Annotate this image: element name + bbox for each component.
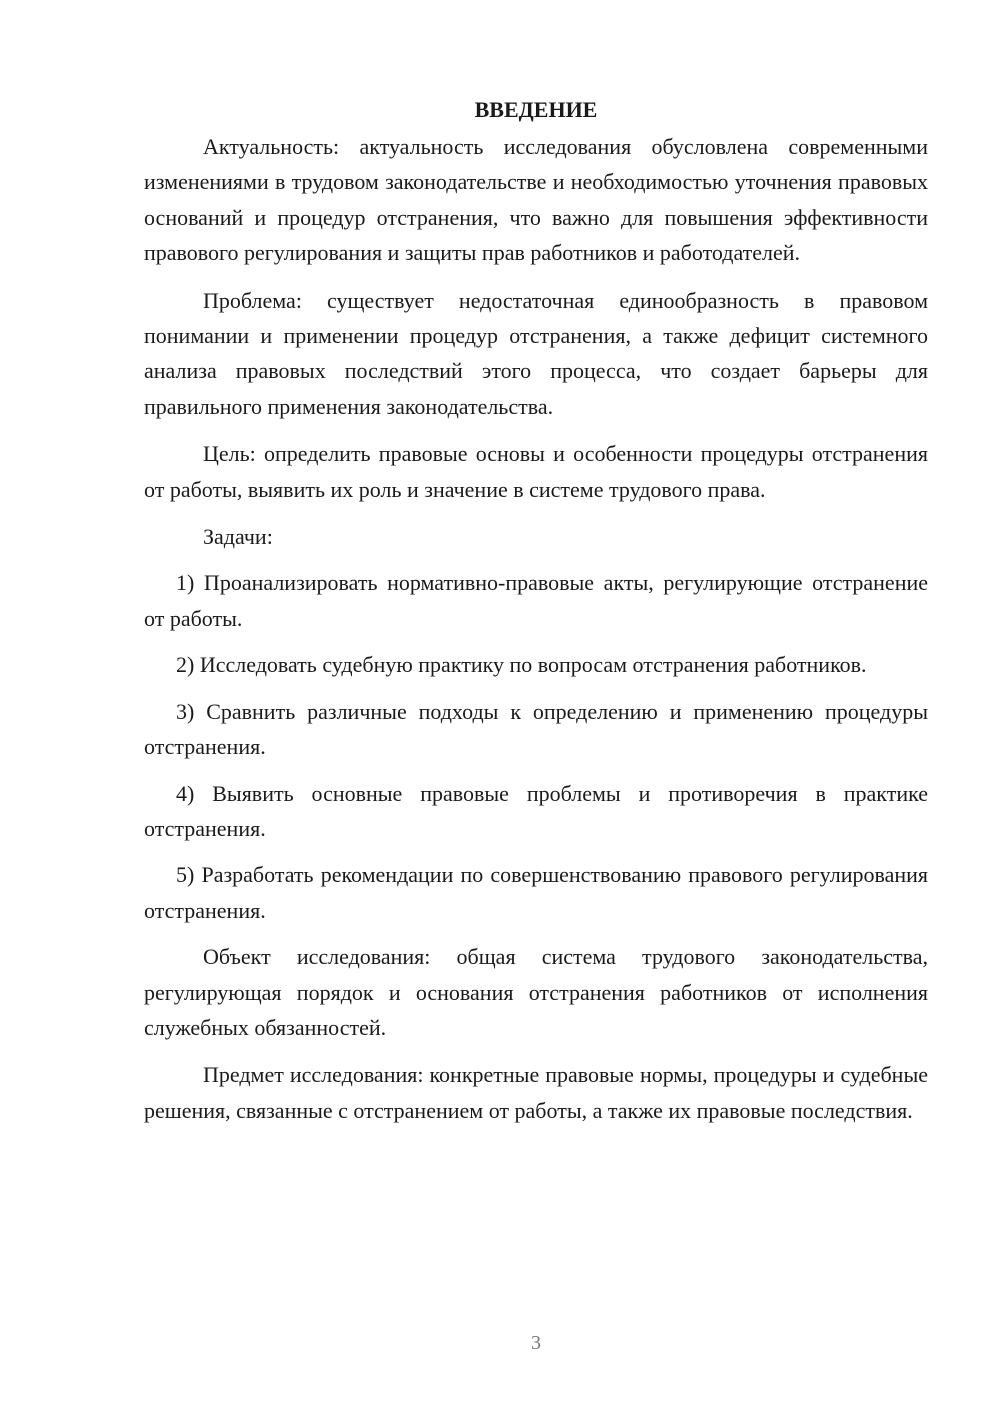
object-paragraph: Объект исследования: общая система трудового законодательства, регулирующая порядок и основания отстранения работников от исполнения служебных обязанностей. <box>144 944 928 1040</box>
task-item: 1) Проанализировать нормативно-правовые акты, регулирующие отстранение от работы. <box>144 570 928 631</box>
task-item: 5) Разработать рекомендации по совершенствованию правового регулирования отстранения. <box>144 862 928 923</box>
section-heading: ВВЕДЕНИЕ <box>474 97 598 122</box>
page-number: 3 <box>531 1332 541 1354</box>
subject-paragraph: Предмет исследования: конкретные правовые нормы, процедуры и судебные решения, связанные с отстранением от работы, а также их правовые последствия. <box>144 1062 928 1123</box>
task-item: 4) Выявить основные правовые проблемы и противоречия в практике отстранения. <box>144 780 928 841</box>
goal-paragraph: Цель: определить правовые основы и особенности процедуры отстранения от работы, выявить их роль и значение в системе трудового права. <box>144 441 928 502</box>
task-item: 3) Сравнить различные подходы к определению и применению процедуры отстранения. <box>144 698 928 760</box>
tasks-label: Задачи: <box>203 524 273 550</box>
problem-paragraph: Проблема: существует недостаточная единообразность в правовом понимании и применении процедур отстранения, а также дефицит системного анализа правовых последствий этого процесса, что создает барьеры для правильного применения законодательства. <box>144 287 928 419</box>
document-body <box>144 92 928 1128</box>
task-item: 2) Исследовать судебную практику по вопросам отстранения работников. <box>176 652 867 678</box>
relevance-paragraph: Актуальность: актуальность исследования обусловлена современными изменениями в трудовом законодательстве и необходимостью уточнения правовых оснований и процедур отстранения, что важно для повышения эффективности правового регулирования и защиты прав работников и работодателей. <box>144 134 928 266</box>
